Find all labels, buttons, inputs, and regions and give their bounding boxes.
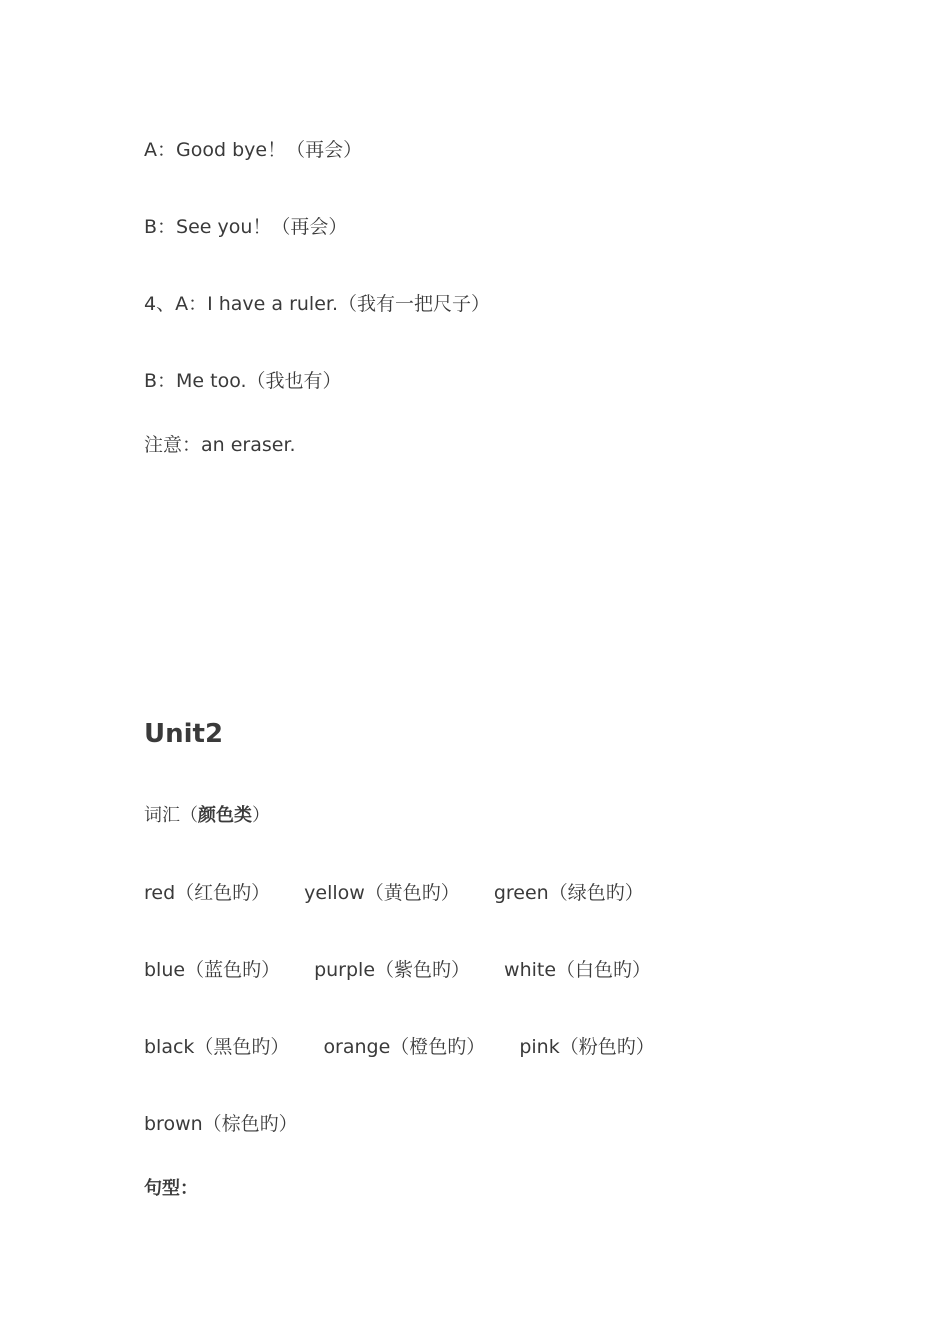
note-label: 注意：	[144, 434, 202, 456]
dialogue-line-see-you: B：See you！（再会）	[144, 216, 348, 238]
vocab-word: black（黑色旳）	[144, 1036, 290, 1058]
vocab-word: purple（紫色旳）	[314, 959, 471, 981]
vocab-word: yellow（黄色旳）	[304, 882, 460, 904]
vocab-row	[144, 881, 678, 905]
vocab-label-category: 颜色类	[198, 805, 252, 826]
vocab-label-suffix: ）	[252, 805, 270, 826]
unit-heading: Unit2	[144, 719, 224, 749]
vocab-word: white（白色旳）	[504, 959, 652, 981]
sentence-pattern-label: 句型：	[144, 1178, 198, 1199]
vocab-row	[144, 958, 685, 982]
vocab-row	[144, 1035, 689, 1059]
vocab-word: orange（橙色旳）	[323, 1036, 486, 1058]
dialogue-line-ruler: 4、A：I have a ruler.（我有一把尺子）	[144, 293, 490, 315]
vocab-word: blue（蓝色旳）	[144, 959, 281, 981]
note-line	[144, 433, 296, 457]
dialogue-line-me-too: B：Me too.（我也有）	[144, 370, 342, 392]
note-text: an eraser.	[201, 434, 296, 456]
vocab-word: red（红色旳）	[144, 882, 271, 904]
vocab-label-prefix: 词汇（	[144, 805, 198, 826]
vocab-row	[144, 1112, 332, 1136]
vocab-word: pink（粉色旳）	[519, 1036, 655, 1058]
vocab-label	[144, 804, 270, 828]
vocab-word: green（绿色旳）	[493, 882, 644, 904]
dialogue-line-goodbye: A：Good bye！（再会）	[144, 139, 363, 161]
vocab-word: brown（棕色旳）	[144, 1113, 298, 1135]
